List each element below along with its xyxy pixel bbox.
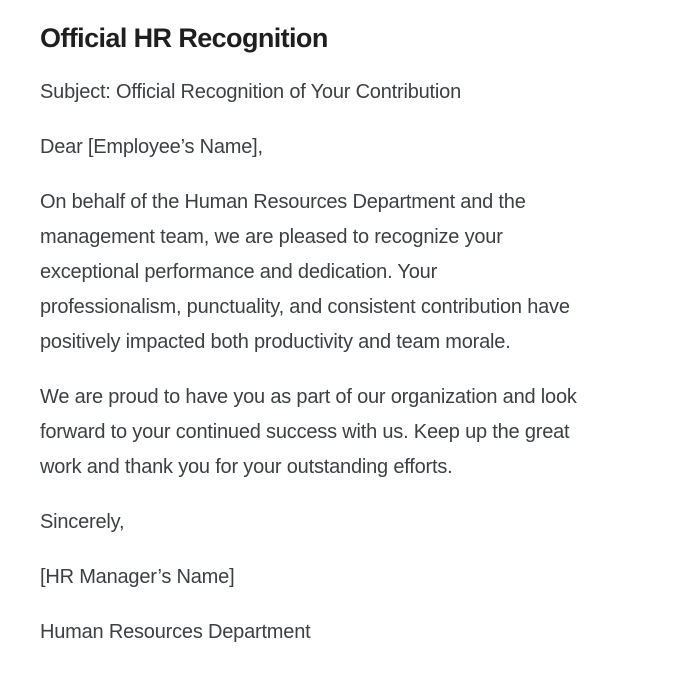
signature-name [40, 560, 670, 595]
paragraph-line: We are proud to have you as part of our organization and look [40, 386, 577, 409]
signature-department [40, 615, 670, 650]
paragraph-line: positively impacted both productivity and team morale. [40, 331, 511, 354]
paragraph-line: On behalf of the Human Resources Department and the [40, 191, 526, 214]
subject-line [40, 75, 670, 110]
paragraph-line: [HR Manager’s Name] [40, 566, 235, 589]
page-title: Official HR Recognition [40, 23, 328, 53]
paragraph-line: Human Resources Department [40, 621, 311, 644]
paragraph-line: professionalism, punctuality, and consistent contribution have [40, 296, 570, 319]
paragraph-line: Dear [Employee’s Name], [40, 136, 263, 159]
closing [40, 505, 670, 540]
paragraph-line: management team, we are pleased to recognize your [40, 226, 503, 249]
body-paragraph-2 [40, 380, 670, 485]
paragraph-line: Subject: Official Recognition of Your Contribution [40, 81, 462, 104]
paragraph-line: exceptional performance and dedication. Your [40, 261, 438, 284]
body-paragraph-1 [40, 185, 670, 360]
paragraph-line: Sincerely, [40, 511, 125, 534]
paragraph-line: forward to your continued success with us. Keep up the great [40, 421, 570, 444]
salutation [40, 130, 670, 165]
paragraph-line: work and thank you for your outstanding efforts. [40, 456, 453, 479]
